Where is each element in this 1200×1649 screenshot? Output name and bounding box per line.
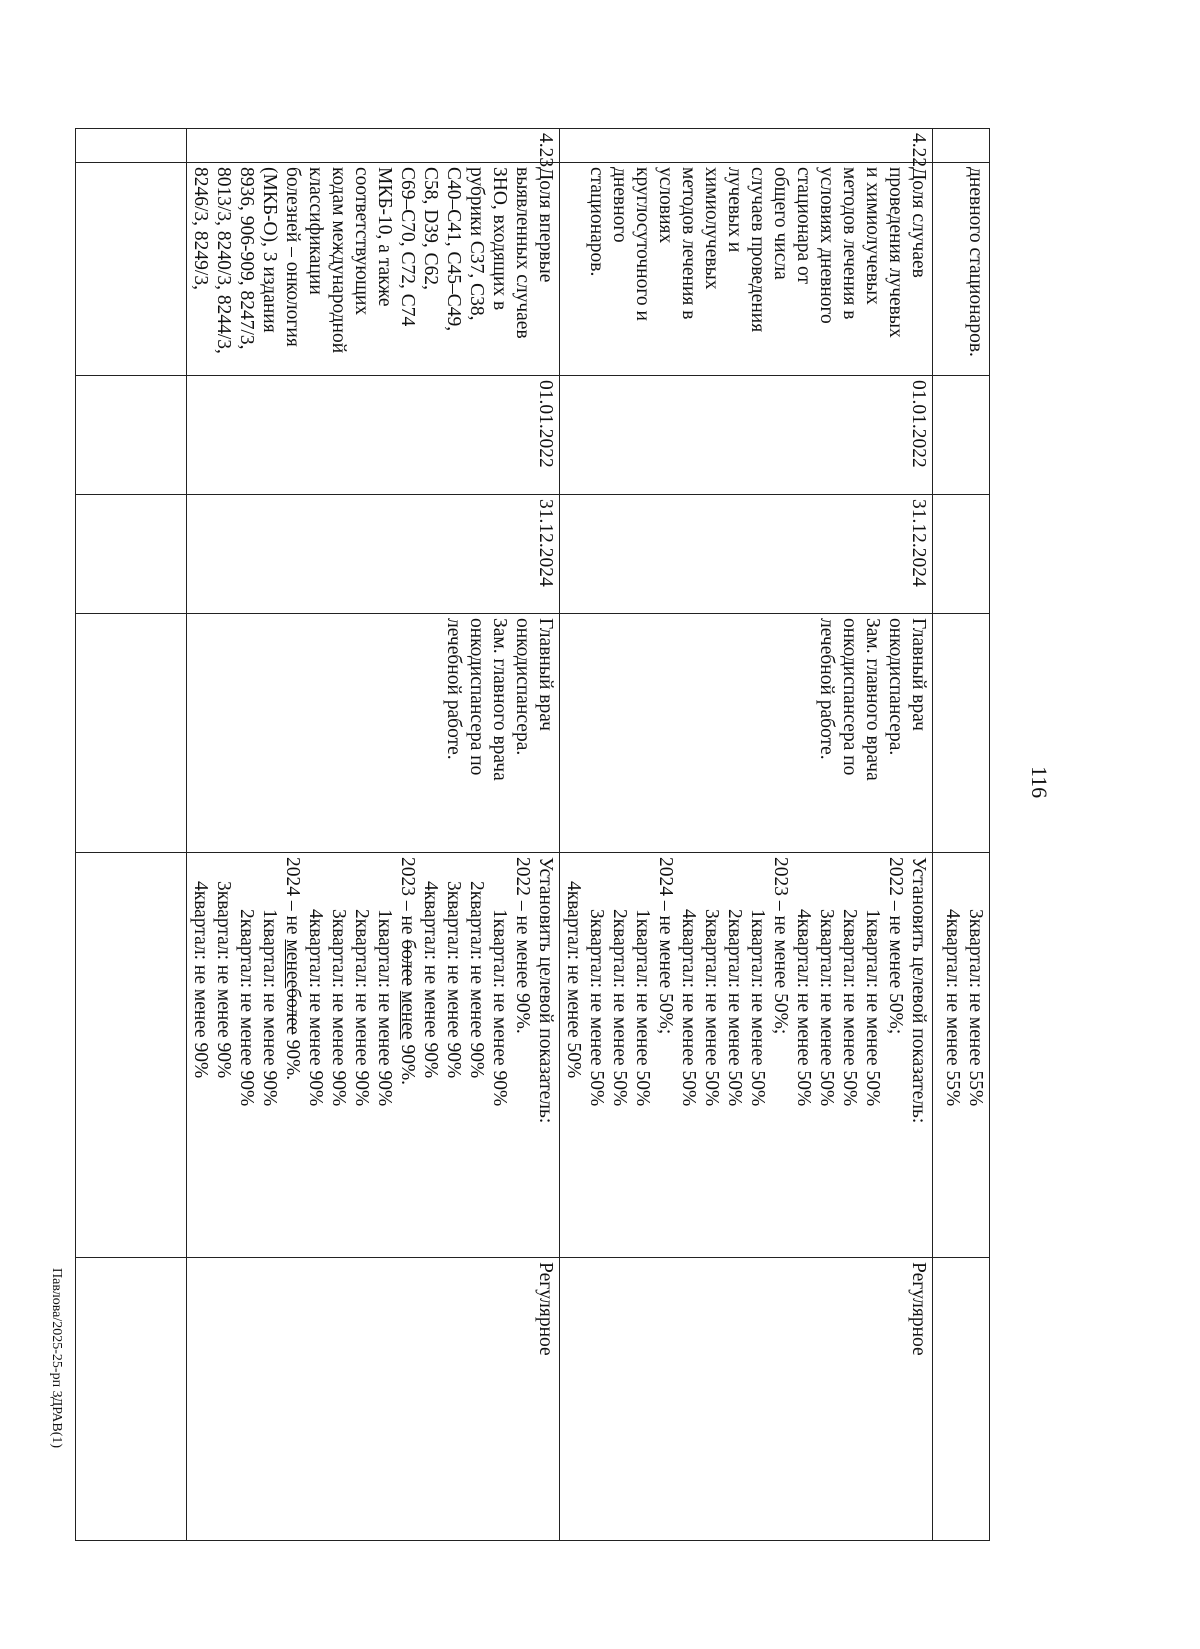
indicator-quarter: 4квартал: не менее 50%	[678, 909, 699, 1107]
end-cell	[76, 495, 187, 614]
indicator-quarter: 2квартал: не менее 50%	[609, 909, 630, 1107]
struck-word: более	[282, 988, 303, 1035]
indicator-quarter: 1квартал: не менее 50%	[747, 909, 768, 1107]
num-cell	[76, 129, 187, 163]
indicator-quarter: 1квартал: не менее 90%	[489, 909, 510, 1107]
indicator-quarter: 2квартал: не менее 90%	[236, 909, 257, 1107]
start-cell	[76, 376, 187, 495]
footer-note: Павлова/2025-25-рп ЗДРАВ(1)	[49, 1268, 64, 1449]
page-number: 116	[1027, 766, 1052, 799]
year-suffix: 90%.	[397, 1044, 418, 1086]
name-cell: Доля впервые выявленных случаев ЗНО, входящих в рубрики С37, С38, С40–С41, С45–С49, С58, D39, С62, С69–С70, С72, С74 МКБ-10, а также соответствующих кодам международной классификации болезней – онкология (МКБ-О), 3 издания 8936, 906-909, 8247/3, 8013/3, 8240/3, 8244/3, 8246/3, 8249/3,	[187, 163, 560, 376]
table-row	[933, 129, 990, 1541]
inserted-word: менее	[397, 990, 418, 1040]
start-cell: 01.01.2022	[560, 376, 933, 495]
name-cell: дневного стационаров.	[933, 163, 990, 376]
periodicity-cell: Регулярное	[187, 1258, 560, 1541]
indicator-quarter: 1квартал: не менее 90%	[374, 909, 395, 1107]
indicator-quarter: 1квартал: не менее 50%	[632, 909, 653, 1107]
name-cell	[76, 163, 187, 376]
indicator-quarter: 4квартал: не менее 50%	[563, 881, 584, 1079]
indicator-quarter: 2квартал: не менее 90%	[351, 909, 372, 1107]
indicator-quarter: 2квартал: не менее 50%	[839, 909, 860, 1107]
year-prefix: 2023 – не	[397, 857, 418, 935]
num-cell	[933, 129, 990, 163]
responsible-cell: Главный врач онкодиспансера. Зам. главного врача онкодиспансера по лечебной работе.	[187, 614, 560, 853]
end-cell: 31.12.2024	[187, 495, 560, 614]
start-cell	[933, 376, 990, 495]
indicator-cell	[933, 853, 990, 1258]
end-cell: 31.12.2024	[560, 495, 933, 614]
periodicity-cell	[933, 1258, 990, 1541]
measures-table	[75, 128, 990, 1541]
table-row	[560, 129, 933, 1541]
indicator-cell	[560, 853, 933, 1258]
table-row	[76, 129, 187, 1541]
responsible-cell	[933, 614, 990, 853]
table-row	[187, 129, 560, 1541]
indicator-heading: Установить целевой показатель:	[908, 857, 929, 1124]
indicator-quarter: 3квартал: не менее 90%	[213, 881, 234, 1079]
end-cell	[933, 495, 990, 614]
indicator-year-2023: 2023 – не менее 50%;	[770, 857, 791, 1035]
indicator-quarter: 3квартал: не менее 50%	[816, 909, 837, 1107]
num-cell: 4.22	[560, 129, 933, 163]
responsible-cell: Главный врач онкодиспансера. Зам. главного врача онкодиспансера по лечебной работе.	[560, 614, 933, 853]
name-cell: Доля случаев проведения лучевых и химиолучевых методов лечения в условиях дневного стационара от общего числа случаев проведения лучевых и химиолучевых методов лечения в условиях круглосуточного и дневного стационаров.	[560, 163, 933, 376]
periodicity-cell	[76, 1258, 187, 1541]
indicator-year-2024	[281, 857, 304, 1253]
indicator-quarter: 1квартал: не менее 90%	[259, 909, 280, 1107]
indicator-quarter: 2квартал: не менее 50%	[724, 909, 745, 1107]
indicator-cell	[187, 853, 560, 1258]
num-cell: 4.23	[187, 129, 560, 163]
indicator-year-2024: 2024 – не менее 50%;	[655, 857, 676, 1035]
indicator-quarter: 1квартал: не менее 50%	[862, 909, 883, 1107]
start-cell: 01.01.2022	[187, 376, 560, 495]
indicator-quarter: 3квартал: не менее 90%	[443, 881, 464, 1079]
indicator-year-2022: 2022 – не менее 90%.	[512, 857, 533, 1034]
indicator-quarter: 3квартал: не менее 50%	[586, 909, 607, 1107]
indicator-quarter: 2квартал: не менее 90%	[466, 881, 487, 1079]
indicator-quarter: 4квартал: не менее 90%	[190, 881, 211, 1079]
indicator-year-2022: 2022 – не менее 50%;	[885, 857, 906, 1035]
inserted-word: менее	[282, 939, 303, 989]
indicator-line: 3квартал: не менее 55%	[965, 909, 986, 1107]
indicator-quarter: 3квартал: не менее 50%	[701, 909, 722, 1107]
year-prefix: 2024 – не	[282, 857, 303, 935]
indicator-cell	[76, 853, 187, 1258]
indicator-heading: Установить целевой показатель:	[535, 857, 556, 1124]
periodicity-cell: Регулярное	[560, 1258, 933, 1541]
indicator-quarter: 4квартал: не менее 50%	[793, 909, 814, 1107]
indicator-quarter: 4квартал: не менее 90%	[420, 881, 441, 1079]
indicator-line: 4квартал: не менее 55%	[942, 909, 963, 1107]
indicator-quarter: 3квартал: не менее 90%	[328, 909, 349, 1107]
indicator-year-2023	[396, 857, 419, 1253]
year-suffix: 90%.	[282, 1039, 303, 1081]
struck-word: более	[397, 939, 418, 986]
responsible-cell	[76, 614, 187, 853]
indicator-quarter: 4квартал: не менее 90%	[305, 909, 326, 1107]
